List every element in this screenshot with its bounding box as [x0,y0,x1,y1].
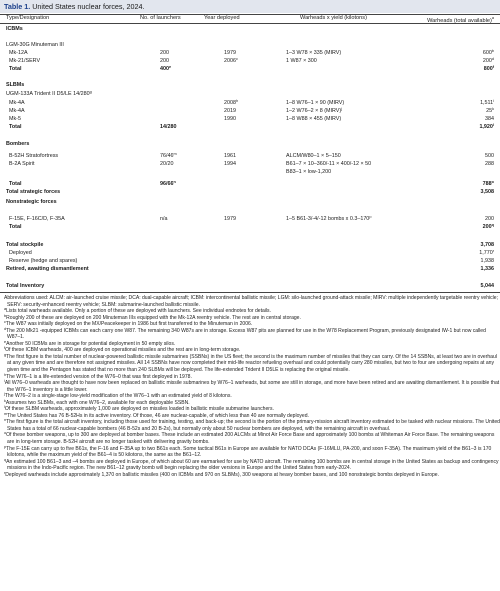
footnotes [0,295,500,478]
warheads-cell: 1–8 W88 × 455 (MIRV) [286,116,342,122]
type-cell: Mk-21/SERV [9,58,41,64]
footnote-marker: j [4,392,5,397]
section-row-nonstrategic [0,198,500,206]
type-cell: Total [9,181,22,187]
footnote-ref: d [491,57,494,62]
warheads-cell: B61–7 × 10–360/-11 × 400/-12 × 50 [286,161,372,167]
type-cell: Reserve (hedge and spares) [9,258,78,264]
table-row-deployed [0,249,500,257]
launchers-cell [160,180,176,188]
total-value: 200 [482,58,492,64]
type-cell: Mk-4A [9,108,25,114]
type-cell: Deployed [9,250,32,256]
launchers-cell [160,65,171,73]
total-value: 1,511 [480,100,494,106]
warheads-cell [286,215,371,223]
footnote-ref: l [492,123,494,128]
year-cell [224,99,238,107]
table-row-bomber-total [0,180,500,188]
year-value: 2006 [224,58,236,64]
warheads-cell [286,107,342,115]
footnote-marker: k [4,398,6,403]
total-cell [483,49,494,57]
header-type: Type/Designation [6,15,50,21]
footnote-text: The W76–1 is a life-extended version of the W76–0 that was first deployed in 1978. [6,373,192,380]
type-cell: Mk-12A [9,50,28,56]
footnote-text: The first figure is the total aircraft inventory, including those used for training, testing, and back-up; the second is the portion of the primary-mission aircraft inventory estimated to be tasked with nuclear missions. The United States has a total of 66 nuclear-capable bombers (46 B-52s and 20 B-2s), but normally only about 50 nuclear bombers are deployed, with the remaining aircraft in overhaul. [6,419,500,432]
footnote-marker: r [4,470,6,475]
footnote-ref: o [491,180,494,185]
warheads-cell: 1 W87 × 300 [286,58,317,64]
footnote-text: The W76–2 is a single-stage low-yield modification of the W76–1 with an estimated yield of 8 kilotons. [4,393,232,400]
type-cell: B-2A Spirit [9,161,35,167]
footnote-ref: k [492,107,494,112]
footnote-ref: i [493,99,494,104]
footnote-text: Another 50 ICBMs are in storage for potential deployment in 50 empty silos. [6,340,176,347]
footnote-text: The W87 was initially deployed on the MX/Peacekeeper in 1986 but first transferred to the Minuteman in 2006. [5,321,253,328]
table-row-slbm-total [0,123,500,131]
footnote-marker: b [4,313,7,318]
total-cell: 500 [485,153,494,159]
warheads-cell: B83–1 × low-1,200 [286,169,332,175]
footnote-ref: b [491,49,494,54]
footnote-marker: i [4,379,5,384]
footnote-ref: f [492,65,494,70]
launchers-cell: 14/280 [160,124,177,130]
type-cell: Total Inventory [6,283,45,289]
footnote-text: Of these bomber weapons, up to 300 are deployed at bomber bases. These include an estimated 200 ALCMs at Minot Air Force Base and approximately 100 bombs at Whiteman Air Force Base. The remaining weapons are in long-term storage. B-52H aircraft are no longer tasked with delivering gravity bombs. [6,432,495,446]
total-value: 25 [486,108,493,114]
table-bottom-rule [0,292,500,293]
total-cell [483,223,494,231]
warheads-cell: 1–3 W78 × 335 (MIRV) [286,50,342,56]
footnote-ref: m [173,152,177,157]
footnote-text: The United States has 76 B-52Hs in its active inventory. Of those, 46 are nuclear-capable, of which less than 40 are normally deployed. [7,412,309,419]
total-value: 1,770 [479,250,493,256]
type-cell [6,90,92,98]
footnote-text: Deployed warheads include approximately 1,370 on ballistic missiles (400 on ICBMs and 970 on SLBMs), 300 weapons at heavy bomber bases, and 100 nonstrategic bombs deployed in Europe. [5,471,439,478]
year-cell: 1961 [224,153,236,159]
total-cell: 5,044 [480,283,494,289]
footnote-text: Assumes two SLBMs, each with one W76–2, available for each deployable SSBN. [5,399,190,406]
table-row-mk4a-lowyield [0,107,500,115]
year-cell: 2019 [224,108,236,114]
footnote-ref: j [341,107,343,112]
footnote-marker: n [4,418,7,423]
footnote-ref: p [369,215,372,220]
section-row-slbms [0,81,500,89]
footnote-text: Roughly 200 of these are deployed on 200 Minuteman IIIs equipped with the Mk-12A reentry vehicle. The rest are in central storage. [6,314,301,321]
total-cell [479,249,494,257]
table-row-b52 [0,152,500,160]
type-cell: B-52H Stratofortress [9,153,59,159]
table-caption-label: Table 1. [4,2,31,11]
total-cell: 384 [485,116,494,122]
footnote-ref: g [89,90,92,95]
footnote-text: Lists total warheads available. Only a portion of these are deployed with launchers. See individual endnotes for details. [6,308,271,315]
footnote-text: Of these ICBM warheads, 400 are deployed on operational missiles and the rest are in long-term storage. [5,347,241,354]
type-cell: Total [9,224,22,230]
footnote-text: The first figure is the total number of nuclear-powered ballistic missile submarines (SSBNs) in the US fleet; the second is the maximum number of missiles that they can carry. Of the 14 SSBNs, at least two are in overhaul at any given time and are therefore not assigned missiles. All 14 SSBNs have now completed their mid-life reactor refueling overhaul and could potentially carry 280 missiles, but two to four are undergoing repairs at any given time and the Pentagon has stated that no more than 240 SLBMs will be deployed. The life-extended Trident II D5LE is replacing the original missile. [6,353,497,374]
header-year: Year deployed [204,15,240,21]
footnote [0,419,500,432]
launchers-cell: 20/20 [160,161,174,167]
footnote-ref: n [173,180,176,185]
total-value: 1,920 [479,124,493,130]
launchers-cell [160,152,177,160]
table-row-lgm [0,41,500,49]
year-cell: 1990 [224,116,236,122]
footnote [0,459,500,472]
table-row-retired [0,265,500,273]
footnote-text: Of these SLBM warheads, approximately 1,000 are deployed on missiles loaded in ballistic missile submarine launchers. [4,406,274,413]
footnote-text: The 200 Mk21 -equipped ICBMs can each carry one W87. The remaining 340 W87s are in storage. Excess W87 pits are planned for use in the W78 Replacement Program, previously designated IW-1 but now called W87–1. [6,327,486,341]
total-cell: 288 [485,161,494,167]
total-cell [480,99,494,107]
total-value: 788 [482,181,492,187]
footnote-ref: c [236,57,238,62]
footnote-marker: l [4,405,5,410]
footnote-marker: m [4,412,8,417]
table-row-b2 [0,160,500,168]
footnote-marker: e [4,340,7,345]
total-cell [479,123,494,131]
type-cell: Total [9,66,22,72]
footnote-marker: h [4,372,7,377]
footnote [0,446,500,459]
year-value: 2008 [224,100,236,106]
footnote-marker: a [4,307,7,312]
footnote [0,380,500,393]
footnote-text: The F-15E can carry up to five B61s, the F-16 and F-35A up to two B61s each. Some tactical B61s in Europe are available for NATO DCAs (F-16MLU, PA-200, and soon F-35A). The maximum yield of the B61–3 is 170 kilotons, while the maximum yield of the B61–4 is 50 kilotons, the same as the B61–12. [6,445,492,459]
footnote [0,328,500,341]
footnote-marker: c [4,320,6,325]
table-caption-text: United States nuclear forces, 2024. [32,2,145,11]
header-total-sup: a [491,16,494,20]
table-row-mk4a [0,99,500,107]
footnote-ref: r [492,249,494,254]
total-cell: 1,336 [480,266,494,272]
table-row-strategic-total [0,188,500,196]
footnote [0,354,500,374]
launchers-cell: 200 [160,50,169,56]
table-row-f15 [0,215,500,223]
footnote-marker: g [4,353,7,358]
type-cell: LGM-30G Minuteman III [6,42,64,48]
total-cell [484,65,494,73]
total-cell: 3,508 [480,189,494,195]
type-cell: Total [9,124,22,130]
footnote-text: Abbreviations used: ALCM: air-launched cruise missile; DCA: dual-capable aircraft; ICBM: intercontinental ballistic missile; LGM: silo-launched ground-attack missile; MIRV: multiple independently targetable reentry vehicle; SERV: security-enhanced reentry vehicle; SLBM: submarine-launched ballistic missile. [4,295,498,308]
header-top-rule [0,14,500,15]
section-row-icbms [0,25,500,33]
launchers-cell: 200 [160,58,169,64]
total-cell [483,57,494,65]
total-value: 200 [482,224,492,230]
table-row-reserve [0,257,500,265]
table-row-mk5 [0,115,500,123]
header-bottom-rule [0,23,500,24]
table-row-mk12a [0,49,500,57]
type-cell: Mk-5 [9,116,21,122]
section-label: Nonstrategic forces [6,199,57,205]
type-cell: Total strategic forces [6,189,61,195]
table-row-ugm [0,90,500,98]
footnote-marker: p [4,444,7,449]
footnote-marker: o [4,431,7,436]
footnote-ref: h [236,99,239,104]
year-cell: 1979 [224,216,236,222]
year-cell: 1979 [224,50,236,56]
header-warheads: Warheads x yield (kilotons) [300,15,367,21]
type-value: UGM-133A Trident II D5/LE 14/280 [6,91,90,97]
total-cell: 1,938 [480,258,494,264]
type-cell: Retired, awaiting dismantlement [6,266,89,272]
warheads-cell: ALCM/W80–1 × 5–150 [286,153,341,159]
type-cell: Mk-4A [9,100,25,106]
footnote-text: An estimated 100 B61–3 and –4 bombs are deployed in Europe, of which about 60 are earmarked for use by NATO aircraft. The remaining 100 bombs are in central storage in the United States as backup and contingency missions in the Indo-Pacific region. The new B61–12 gravity bomb will begin replacing the older versions in Europe and the United States from early-2024. [6,458,499,472]
footnote [0,432,500,445]
year-cell [224,57,238,65]
footnote-marker: d [4,326,7,331]
section-label: ICBMs [6,26,23,32]
launchers-cell: n/a [160,216,168,222]
year-cell: 1994 [224,161,236,167]
table-row-total-stockpile [0,241,500,249]
launchers-value: 76/46 [160,153,174,159]
footnote-marker: q [4,457,7,462]
footnote-ref: q [491,223,494,228]
type-cell: Total stockpile [6,242,44,248]
launchers-value: 96/66 [160,181,174,187]
launchers-value: 400 [160,66,169,72]
footnote [0,472,500,479]
total-value: 800 [483,66,493,72]
type-cell: F-15E, F-16C/D, F-35A [9,216,65,222]
table-row-b2-extra [0,168,500,176]
total-cell: 200 [485,216,494,222]
total-cell [483,180,494,188]
section-label: Bombers [6,141,30,147]
section-label: SLBMs [6,82,25,88]
warheads-cell: 1–8 W76–1 × 90 (MIRV) [286,100,345,106]
footnote [0,295,500,308]
footnote-marker: f [4,346,6,351]
total-value: 600 [482,50,492,56]
table-row-total-inventory [0,282,500,290]
header-total-text: Warheads (total available) [427,17,492,24]
table-row-nonstrategic-total [0,223,500,231]
total-cell: 3,708 [480,242,494,248]
section-row-bombers [0,140,500,148]
total-cell [486,107,494,115]
footnote-text: All W76–0 warheads are thought to have now been replaced on ballistic missile submarines by W76–1 warheads, but some are still in storage, and more have been retired and are awaiting dismantlement. It is possible that the W76–1 inventory is a little lower. [4,380,500,393]
warheads-value: 1–5 B61-3/-4/-12 bombs x 0.3–170 [286,216,370,222]
footnote-ref: e [169,65,172,70]
header-launchers: No. of launchers [140,15,181,21]
table-caption [0,0,500,13]
table-row-icbm-total [0,65,500,73]
table-row-mk21 [0,57,500,65]
warheads-value: 1–2 W76–2 × 8 (MIRV) [286,108,342,114]
